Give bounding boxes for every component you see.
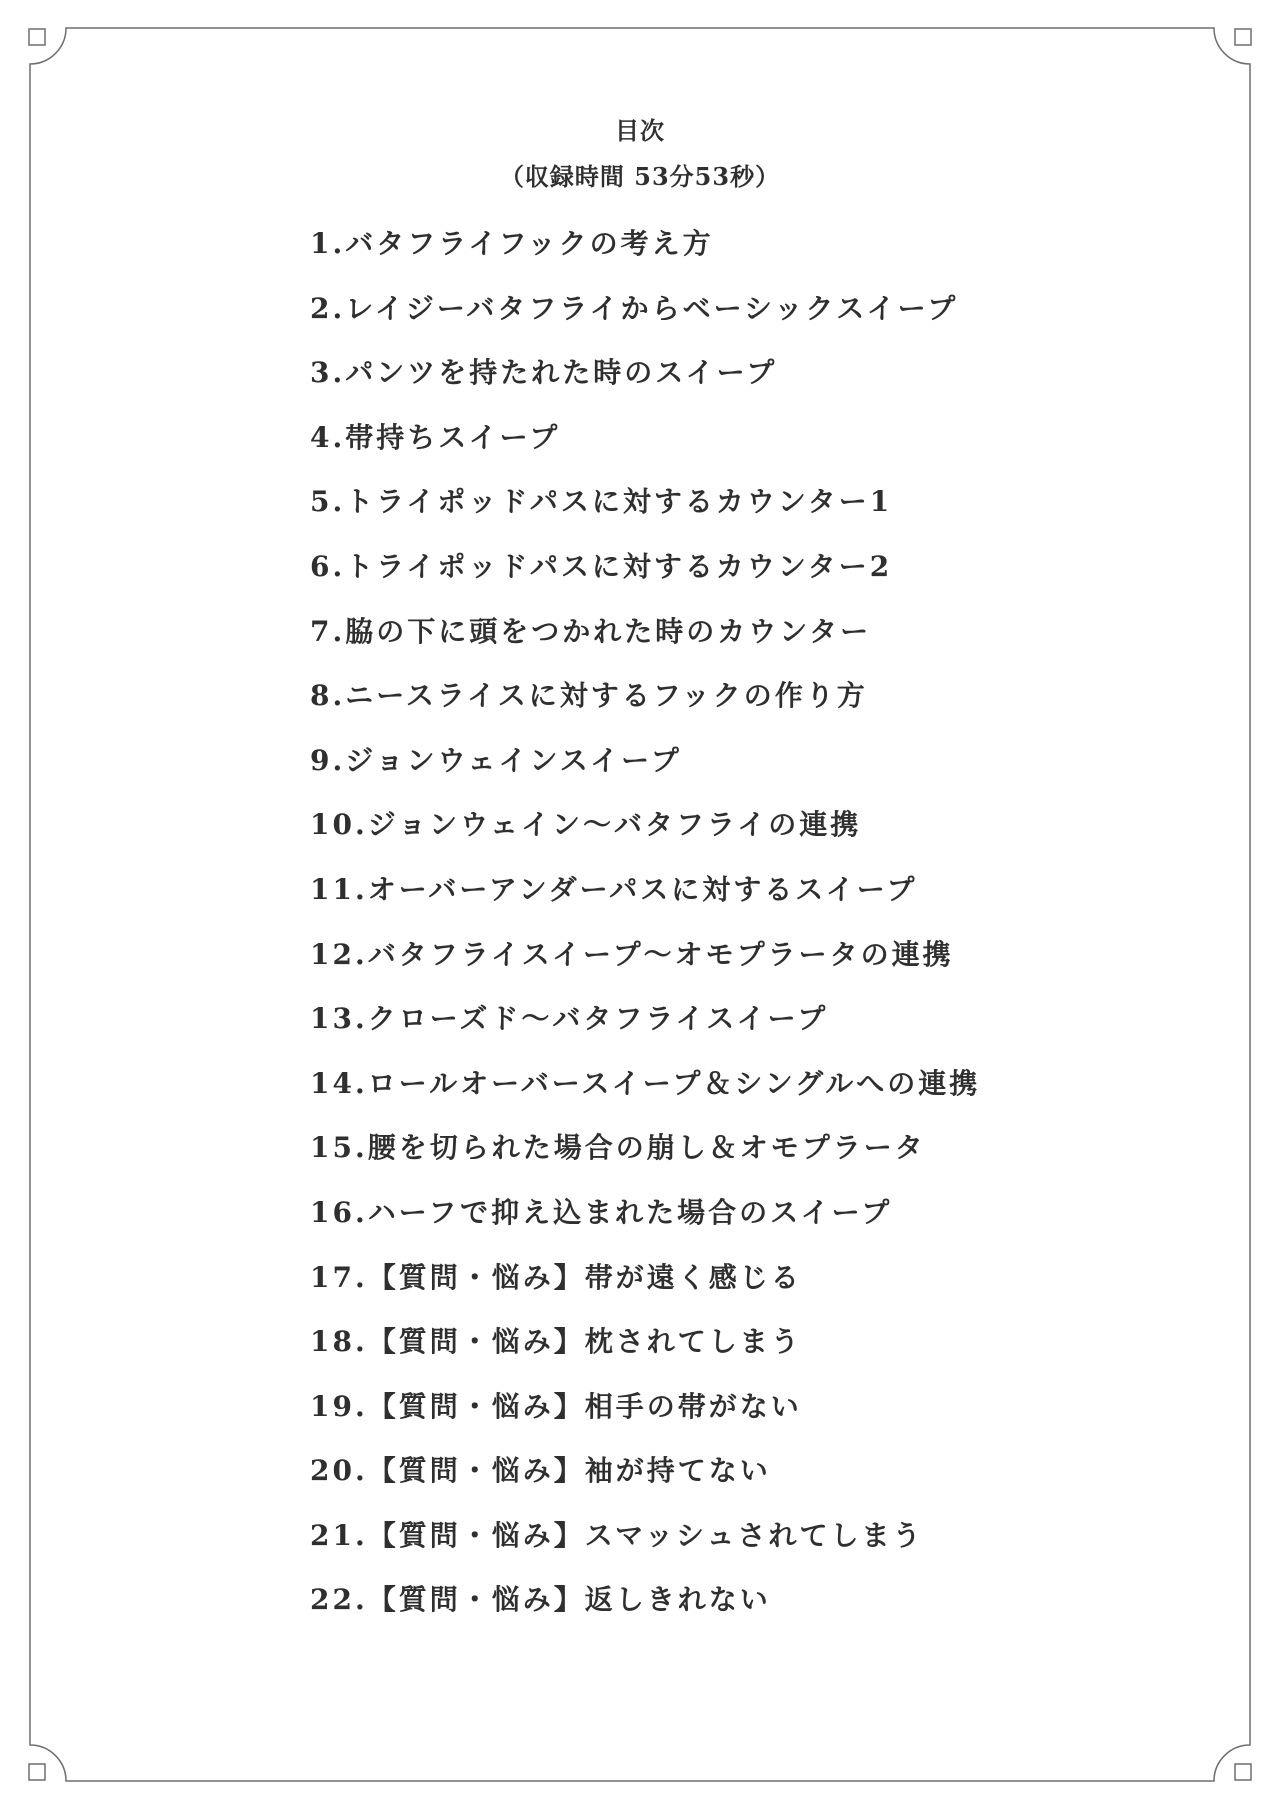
toc-item-12: 12.バタフライスイープ～オモプラータの連携 <box>310 937 954 971</box>
toc-item-5: 5.トライポッドパスに対するカウンター1 <box>310 485 893 519</box>
toc-header <box>0 112 1280 196</box>
toc-item-20: 20.【質問・悩み】袖が持てない <box>310 1454 771 1488</box>
toc-item-3: 3.パンツを持たれた時のスイープ <box>310 356 778 390</box>
toc-item-16: 16.ハーフで抑え込まれた場合のスイープ <box>310 1195 893 1229</box>
toc-duration: （収録時間 53分53秒） <box>499 162 781 191</box>
toc-list <box>310 222 1210 1643</box>
toc-item-21: 21.【質問・悩み】スマッシュされてしまう <box>310 1518 924 1552</box>
toc-item-15: 15.腰を切られた場合の崩し＆オモプラータ <box>310 1131 926 1165</box>
toc-item-8: 8.ニースライスに対するフックの作り方 <box>310 679 868 713</box>
toc-item-14: 14.ロールオーバースイープ＆シングルへの連携 <box>310 1066 981 1100</box>
toc-item-6: 6.トライポッドパスに対するカウンター2 <box>310 549 893 583</box>
toc-item-17: 17.【質問・悩み】帯が遠く感じる <box>310 1260 802 1294</box>
toc-item-13: 13.クローズド～バタフライスイープ <box>310 1002 829 1036</box>
toc-item-22: 22.【質問・悩み】返しきれない <box>310 1583 771 1617</box>
toc-item-19: 19.【質問・悩み】相手の帯がない <box>310 1389 802 1423</box>
toc-item-9: 9.ジョンウェインスイープ <box>310 743 682 777</box>
toc-item-11: 11.オーバーアンダーパスに対するスイープ <box>310 872 918 906</box>
toc-item-10: 10.ジョンウェイン～バタフライの連携 <box>310 808 862 842</box>
toc-title: 目次 <box>615 116 665 145</box>
toc-item-4: 4.帯持ちスイープ <box>310 420 561 454</box>
toc-item-18: 18.【質問・悩み】枕されてしまう <box>310 1325 802 1359</box>
toc-item-2: 2.レイジーバタフライからベーシックスイープ <box>310 291 959 325</box>
toc-item-7: 7.脇の下に頭をつかれた時のカウンター <box>310 614 872 648</box>
toc-item-1: 1.バタフライフックの考え方 <box>310 227 714 260</box>
